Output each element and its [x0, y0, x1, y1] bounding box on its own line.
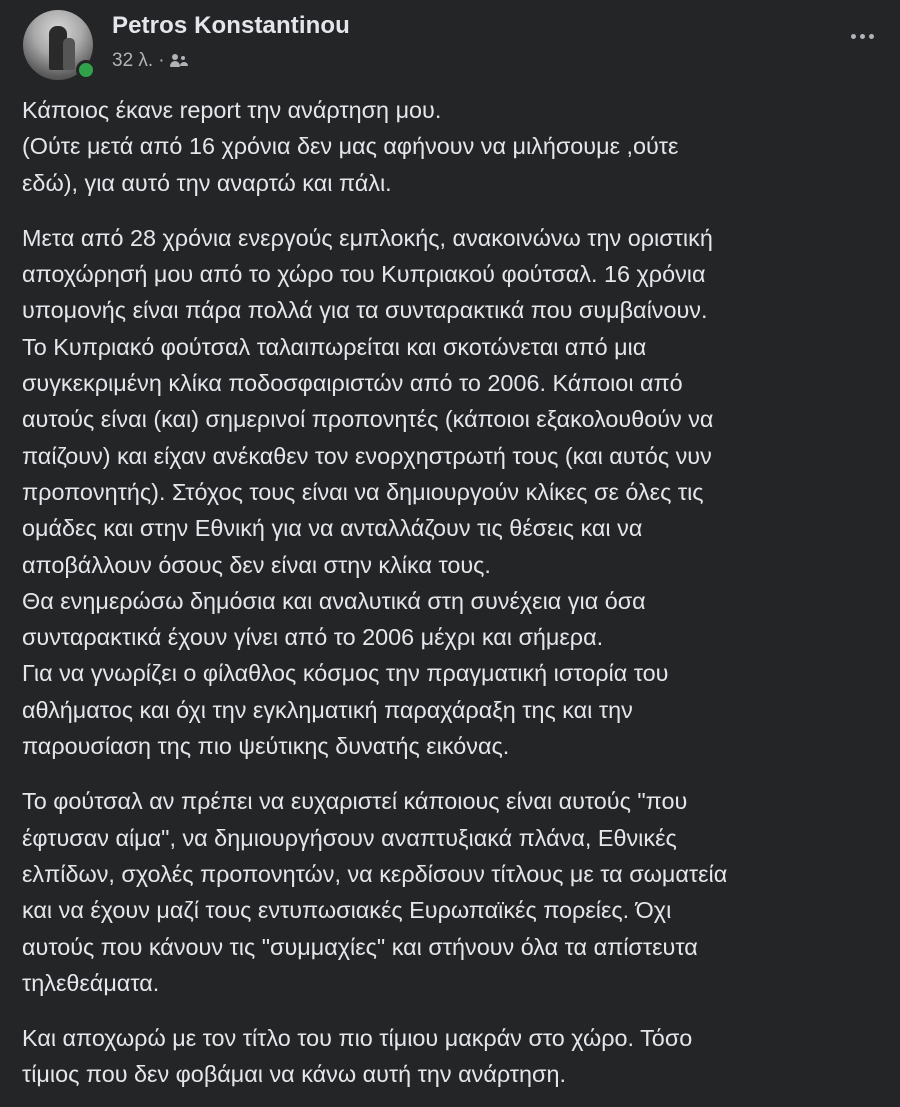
post-paragraph	[22, 220, 886, 764]
post-text-line: τηλεθεάματα.	[22, 969, 160, 996]
post-text-line: ομάδες και στην Εθνική για να ανταλλάζουν τις θέσεις και να	[22, 515, 643, 542]
post-text-line: Και αποχωρώ με τον τίτλο του πιο τίμιου μακράν στο χώρο. Τόσο	[22, 1025, 693, 1052]
meta-separator: ·	[158, 50, 165, 71]
post-text-line: υπομονής είναι πάρα πολλά για τα συνταρακτικά που συμβαίνουν.	[22, 297, 708, 324]
more-options-icon[interactable]	[844, 24, 880, 48]
post-text-line: προπονητής). Στόχος τους είναι να δημιουργούν κλίκες σε όλες τις	[22, 478, 704, 505]
post-text-line: αποχώρησή μου από το χώρο του Κυπριακού φούτσαλ. 16 χρόνια	[22, 261, 706, 288]
post-text-line: αυτούς που κάνουν τις "συμμαχίες" και στήνουν όλα τα απίστευτα	[22, 933, 698, 960]
post-paragraph	[22, 92, 886, 201]
post-text-line: Το Κυπριακό φούτσαλ ταλαιπωρείται και σκοτώνεται από μια	[22, 333, 647, 360]
post-meta	[112, 50, 190, 72]
post-text-line: Κάποιος έκανε report την ανάρτηση μου.	[22, 97, 442, 123]
post-text-line: τίμιος που δεν φοβάμαι να κάνω αυτή την ανάρτηση.	[22, 1061, 567, 1088]
post-text-line: συγκεκριμένη κλίκα ποδοσφαιριστών από το 2006. Κάποιοι από	[22, 370, 683, 397]
post-text-line: αθλήματος και όχι την εγκληματική παραχάραξη της και την	[22, 696, 633, 723]
post-text-line: ελπίδων, σχολές προπονητών, να κερδίσουν τίτλους με τα σωματεία	[22, 860, 728, 887]
post-header	[22, 0, 886, 92]
post-text-line: αυτούς είναι (και) σημερινοί προπονητές (κάποιοι εξακολουθούν να	[22, 406, 714, 433]
post-paragraph	[22, 783, 886, 1001]
post-text-line: έφτυσαν αίμα", να δημιουργήσουν αναπτυξιακά πλάνα, Εθνικές	[22, 824, 677, 851]
post-timestamp[interactable]: 32 λ.	[112, 50, 154, 71]
post-text-line: Για να γνωρίζει ο φίλαθλος κόσμος την πραγματική ιστορία του	[22, 660, 669, 687]
author-name[interactable]: Petros Konstantinou	[112, 12, 350, 39]
friends-icon[interactable]	[170, 54, 190, 68]
post-text-line: συνταρακτικά έχουν γίνει από το 2006 μέχρι και σήμερα.	[22, 624, 604, 651]
post-text-line: (Ούτε μετά από 16 χρόνια δεν μας αφήνουν να μιλήσουμε ,ούτε	[22, 133, 679, 160]
post-text-line: Θα ενημερώσω δημόσια και αναλυτικά στη συνέχεια για όσα	[22, 587, 646, 614]
post-text-line: εδώ), για αυτό την αναρτώ και πάλι.	[22, 169, 392, 196]
post-text-line: Μετα από 28 χρόνια ενεργούς εμπλοκής, ανακοινώνω την οριστική	[22, 224, 713, 251]
avatar-figure-secondary	[63, 38, 75, 70]
post-text-line: και να έχουν μαζί τους εντυπωσιακές Ευρωπαϊκές πορείες. Όχι	[22, 897, 672, 924]
post-text-line: παίζουν) και είχαν ανέκαθεν τον ενορχηστρωτή τους (και αυτός νυν	[22, 442, 712, 469]
post-paragraph	[22, 1020, 886, 1093]
post-body	[22, 92, 886, 1093]
post-text-line: Το φούτσαλ αν πρέπει να ευχαριστεί κάποιους είναι αυτούς "που	[22, 788, 688, 815]
post-text-line: παρουσίαση της πιο ψεύτικης δυνατής εικόνας.	[22, 733, 510, 760]
post-text-line: αποβάλλουν όσους δεν είναι στην κλίκα τους.	[22, 551, 491, 578]
online-status-icon	[76, 60, 96, 80]
